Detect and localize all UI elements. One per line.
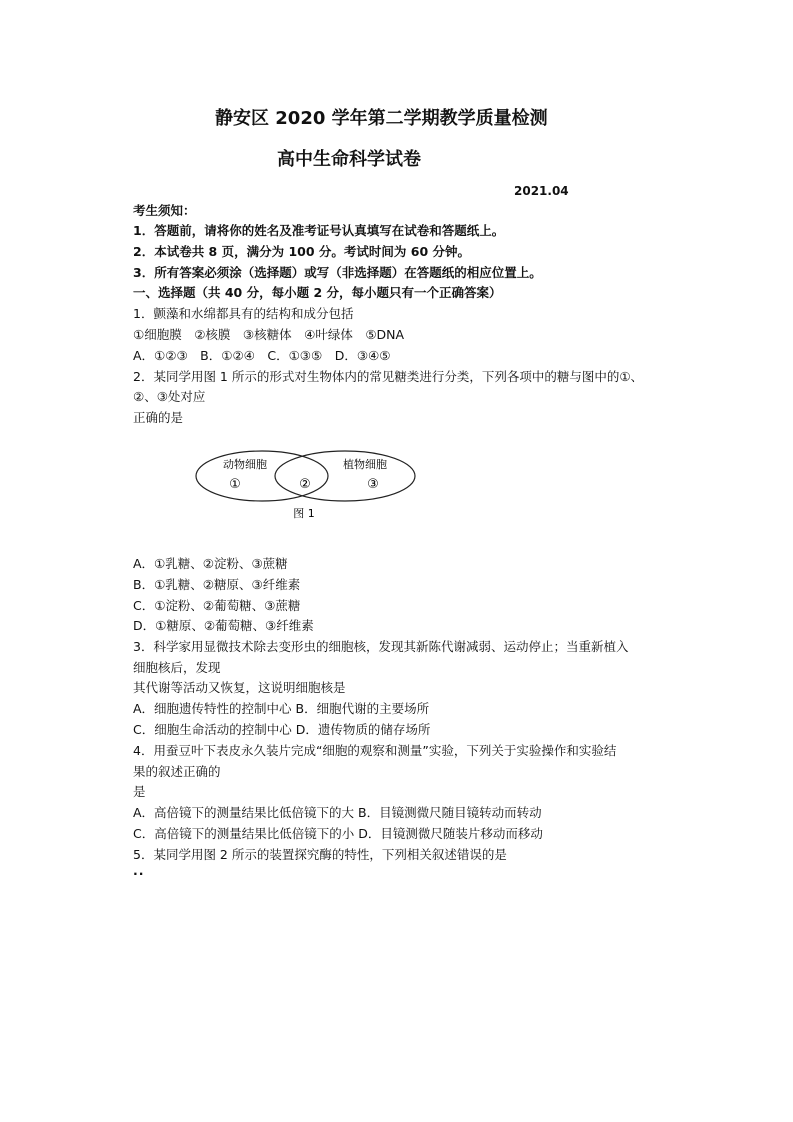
- exam-date: 2021.04: [514, 184, 569, 198]
- q3-options-line1: A．细胞遗传特性的控制中心 B．细胞代谢的主要场所: [133, 701, 430, 716]
- q2-stem-line3: 正确的是: [133, 410, 184, 425]
- q3-stem-line3: 其代谢等活动又恢复，这说明细胞核是: [133, 680, 346, 695]
- q3-stem-line1: 3．科学家用显微技术除去变形虫的细胞核，发现其新陈代谢减弱、运动停止；当重新植入: [133, 639, 629, 654]
- emphasis-dots: ··: [133, 866, 145, 881]
- q4-options-line2: C．高倍镜下的测量结果比低倍镜下的小 D．目镜测微尺随装片移动而移动: [133, 826, 543, 841]
- exam-subtitle: 高中生命科学试卷: [277, 149, 421, 170]
- q2-option-a: A．①乳糖、②淀粉、③蔗糖: [133, 556, 288, 571]
- notice-heading: 考生须知：: [133, 203, 196, 218]
- q1-stem: 1．颤藻和水绵都具有的结构和成分包括: [133, 306, 354, 321]
- q2-stem-line1: 2．某同学用图 1 所示的形式对生物体内的常见糖类进行分类，下列各项中的糖与图中的①、: [133, 369, 644, 384]
- q2-option-b: B．①乳糖、②糖原、③纤维素: [133, 577, 301, 592]
- exam-title: 静安区 2020 学年第二学期教学质量检测: [215, 108, 548, 129]
- q2-option-d: D．①糖原、②葡萄糖、③纤维素: [133, 618, 314, 633]
- q2-stem-line2: ②、③处对应: [133, 389, 206, 404]
- region-3-marker: ③: [367, 477, 379, 492]
- q4-stem-line2: 果的叙述正确的: [133, 764, 221, 779]
- section-heading: 一、选择题（共 40 分，每小题 2 分，每小题只有一个正确答案）: [133, 285, 502, 300]
- q1-items: ①细胞膜 ②核膜 ③核糖体 ④叶绿体 ⑤DNA: [133, 327, 405, 342]
- notice-item-1: 1．答题前，请将你的姓名及准考证号认真填写在试卷和答题纸上。: [133, 223, 505, 238]
- q1-options: A．①②③ B．①②④ C．①③⑤ D．③④⑤: [133, 348, 391, 363]
- q3-options-line2: C．细胞生命活动的控制中心 D．遗传物质的储存场所: [133, 722, 431, 737]
- animal-cell-label: 动物细胞: [223, 458, 267, 471]
- q4-stem-line1: 4．用蚕豆叶下表皮永久装片完成“细胞的观察和测量”实验，下列关于实验操作和实验结: [133, 743, 617, 758]
- region-1-marker: ①: [229, 477, 241, 492]
- venn-diagram-figure: [190, 443, 420, 523]
- figure-caption: 图 1: [293, 507, 315, 520]
- q2-option-c: C．①淀粉、②葡萄糖、③蔗糖: [133, 598, 301, 613]
- q3-stem-line2: 细胞核后，发现: [133, 660, 221, 675]
- q4-stem-line3: 是: [133, 784, 146, 799]
- plant-cell-label: 植物细胞: [343, 458, 387, 471]
- q4-options-line1: A．高倍镜下的测量结果比低倍镜下的大 B．目镜测微尺随目镜转动而转动: [133, 805, 542, 820]
- notice-item-3: 3．所有答案必须涂（选择题）或写（非选择题）在答题纸的相应位置上。: [133, 265, 542, 280]
- notice-item-2: 2．本试卷共 8 页，满分为 100 分。考试时间为 60 分钟。: [133, 244, 470, 259]
- region-2-marker: ②: [299, 477, 311, 492]
- q5-stem: 5．某同学用图 2 所示的装置探究酶的特性，下列相关叙述错误的是: [133, 847, 507, 862]
